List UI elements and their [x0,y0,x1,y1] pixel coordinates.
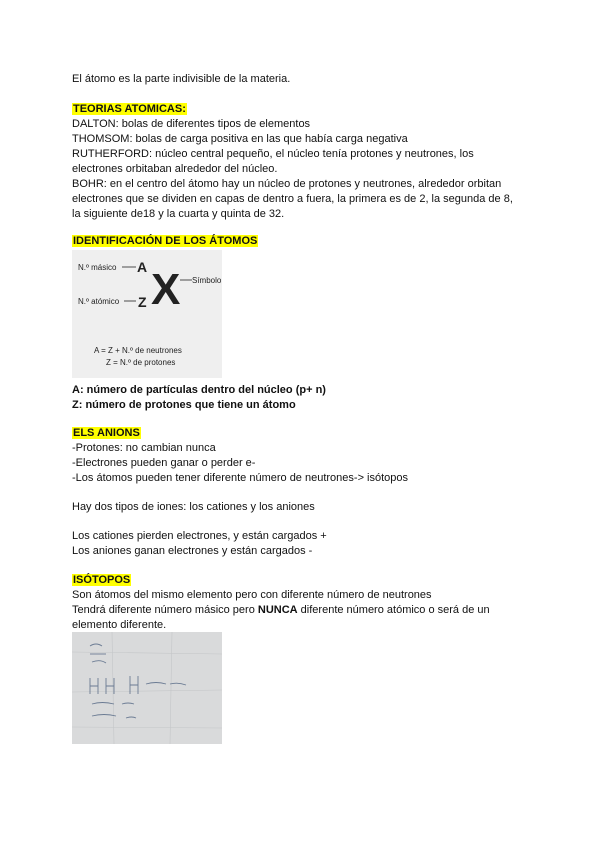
aniones-line: -Los átomos pueden tener diferente número de neutrones-> isótopos [72,472,409,484]
aniones-line: -Protones: no cambian nunca [72,442,216,454]
isotopos-heading [72,572,131,588]
a-definition: A: número de partículas dentro del núcleo (p+ n) [72,384,326,396]
formula-a: A = Z + N.º de neutrones [94,346,182,355]
nunca-emphasis: NUNCA [257,604,298,616]
intro-text: El átomo es la parte indivisible de la materia. [72,73,291,85]
isotopos-line2-post: diferente número atómico o será de un [297,604,490,616]
teorias-line: DALTON: bolas de diferentes tipos de elementos [72,118,311,130]
simbolo-label: Símbolo [192,276,222,285]
teorias-line: la siguiente de18 y la cuarta y quinta de 32. [72,208,285,220]
teorias-heading-text: TEORIAS ATOMICAS: [73,103,186,115]
teorias-heading [72,101,187,117]
a-letter: A [137,259,148,275]
z-letter: Z [138,294,147,310]
tipos-iones: Hay dos tipos de iones: los cationes y los aniones [72,501,315,513]
atom-notation-diagram [72,250,222,378]
teorias-line: BOHR: en el centro del átomo hay un núcleo de protones y neutrones, alrededor orbitan [72,178,502,190]
masico-label: N.º másico [78,263,117,272]
isotopos-line [72,602,490,618]
handwritten-notes-photo [72,632,222,744]
aniones-charge-line: Los aniones ganan electrones y están cargados - [72,545,313,557]
teorias-line: electrones orbitaban alrededor del núcleo. [72,163,278,175]
teorias-line: THOMSOM: bolas de carga positiva en las que había carga negativa [72,133,408,145]
isotopos-line2-pre: Tendrá diferente número másico pero [72,604,258,616]
formula-z: Z = N.º de protones [106,358,176,367]
isotopos-heading-text: ISÓTOPOS [73,574,131,586]
aniones-heading [72,425,141,441]
isotopos-line: Son átomos del mismo elemento pero con diferente número de neutrones [72,589,432,601]
teorias-line: electrones que se dividen en capas de dentro a fuera, la primera es de 2, la segunda de 8, [72,193,513,205]
atomico-label: N.º atómico [78,297,120,306]
teorias-line: RUTHERFORD: núcleo central pequeño, el núcleo tenía protones y neutrones, los [72,148,474,160]
atom-notation-figure [72,250,222,378]
x-symbol: X [151,265,181,314]
cationes-line: Los cationes pierden electrones, y están cargados + [72,530,327,542]
notes-photo-sketch [72,632,222,744]
aniones-heading-text: ELS ANIONS [73,427,140,439]
identificacion-heading [72,233,258,249]
z-definition: Z: número de protones que tiene un átomo [72,399,296,411]
aniones-line: -Electrones pueden ganar o perder e- [72,457,256,469]
isotopos-line: elemento diferente. [72,619,167,631]
identificacion-heading-text: IDENTIFICACIÓN DE LOS ÁTOMOS [73,235,258,247]
